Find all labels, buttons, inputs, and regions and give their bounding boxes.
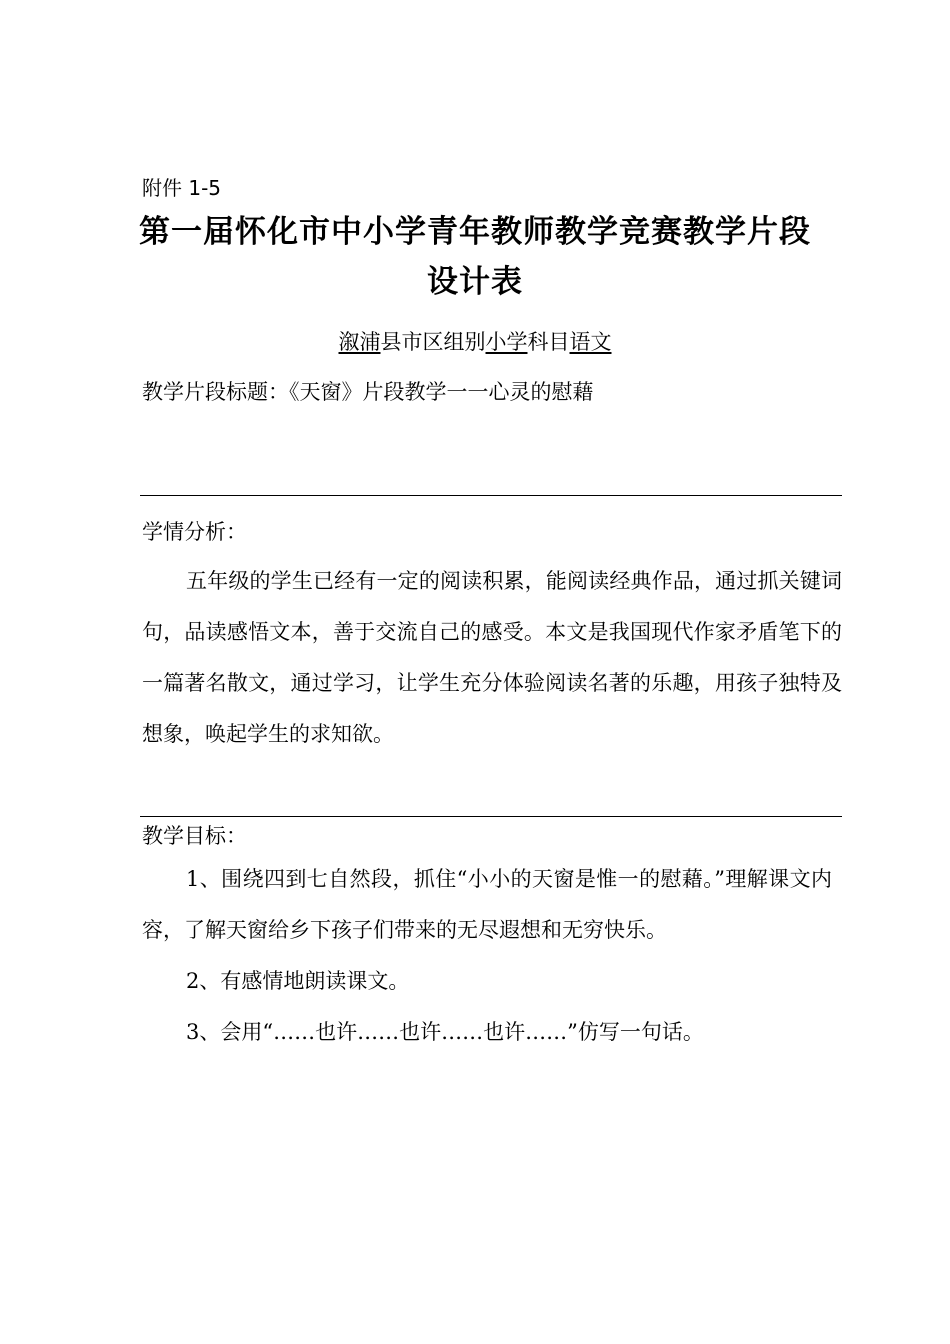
document-title-line-2: 设计表 — [427, 264, 523, 300]
divider-2 — [140, 816, 842, 817]
goal-item-3: 3、会用“……也许……也许……也许……”仿写一句话。 — [186, 1020, 704, 1044]
county-suffix: 县市区组别 — [380, 330, 486, 354]
goals-heading: 教学目标： — [142, 824, 247, 848]
snippet-title-label: 教学片段标题： — [142, 380, 289, 404]
subject-label: 科目 — [527, 330, 570, 354]
divider-1 — [140, 495, 842, 496]
meta-line — [0, 326, 950, 356]
analysis-heading: 学情分析： — [142, 520, 247, 544]
subject-value: 语文 — [569, 330, 612, 354]
analysis-paragraph: 五年级的学生已经有一定的阅读积累，能阅读经典作品，通过抓关键词句，品读感悟文本，善于交流自己的感受。本文是我国现代作家矛盾笔下的一篇著名散文，通过学习，让学生充分体验阅读名著的乐趣，用孩子独特及想象，唤起学生的求知欲。 — [142, 569, 842, 746]
attachment-label: 附件 1-5 — [142, 176, 222, 200]
document-title-line-1: 第一届怀化市中小学青年教师教学竞赛教学片段 — [139, 214, 811, 250]
group-value: 小学 — [485, 330, 528, 354]
snippet-title — [142, 376, 594, 406]
goal-item-1: 1、围绕四到七自然段，抓住“小小的天窗是惟一的慰藉。”理解课文内容，了解天窗给乡下孩子们带来的无尽遐想和无穷快乐。 — [142, 867, 832, 942]
snippet-title-value: 《天窗》片段教学一一心灵的慰藉 — [289, 380, 594, 404]
county-value: 溆浦 — [338, 330, 381, 354]
goal-item-2: 2、有感情地朗读课文。 — [186, 969, 410, 993]
